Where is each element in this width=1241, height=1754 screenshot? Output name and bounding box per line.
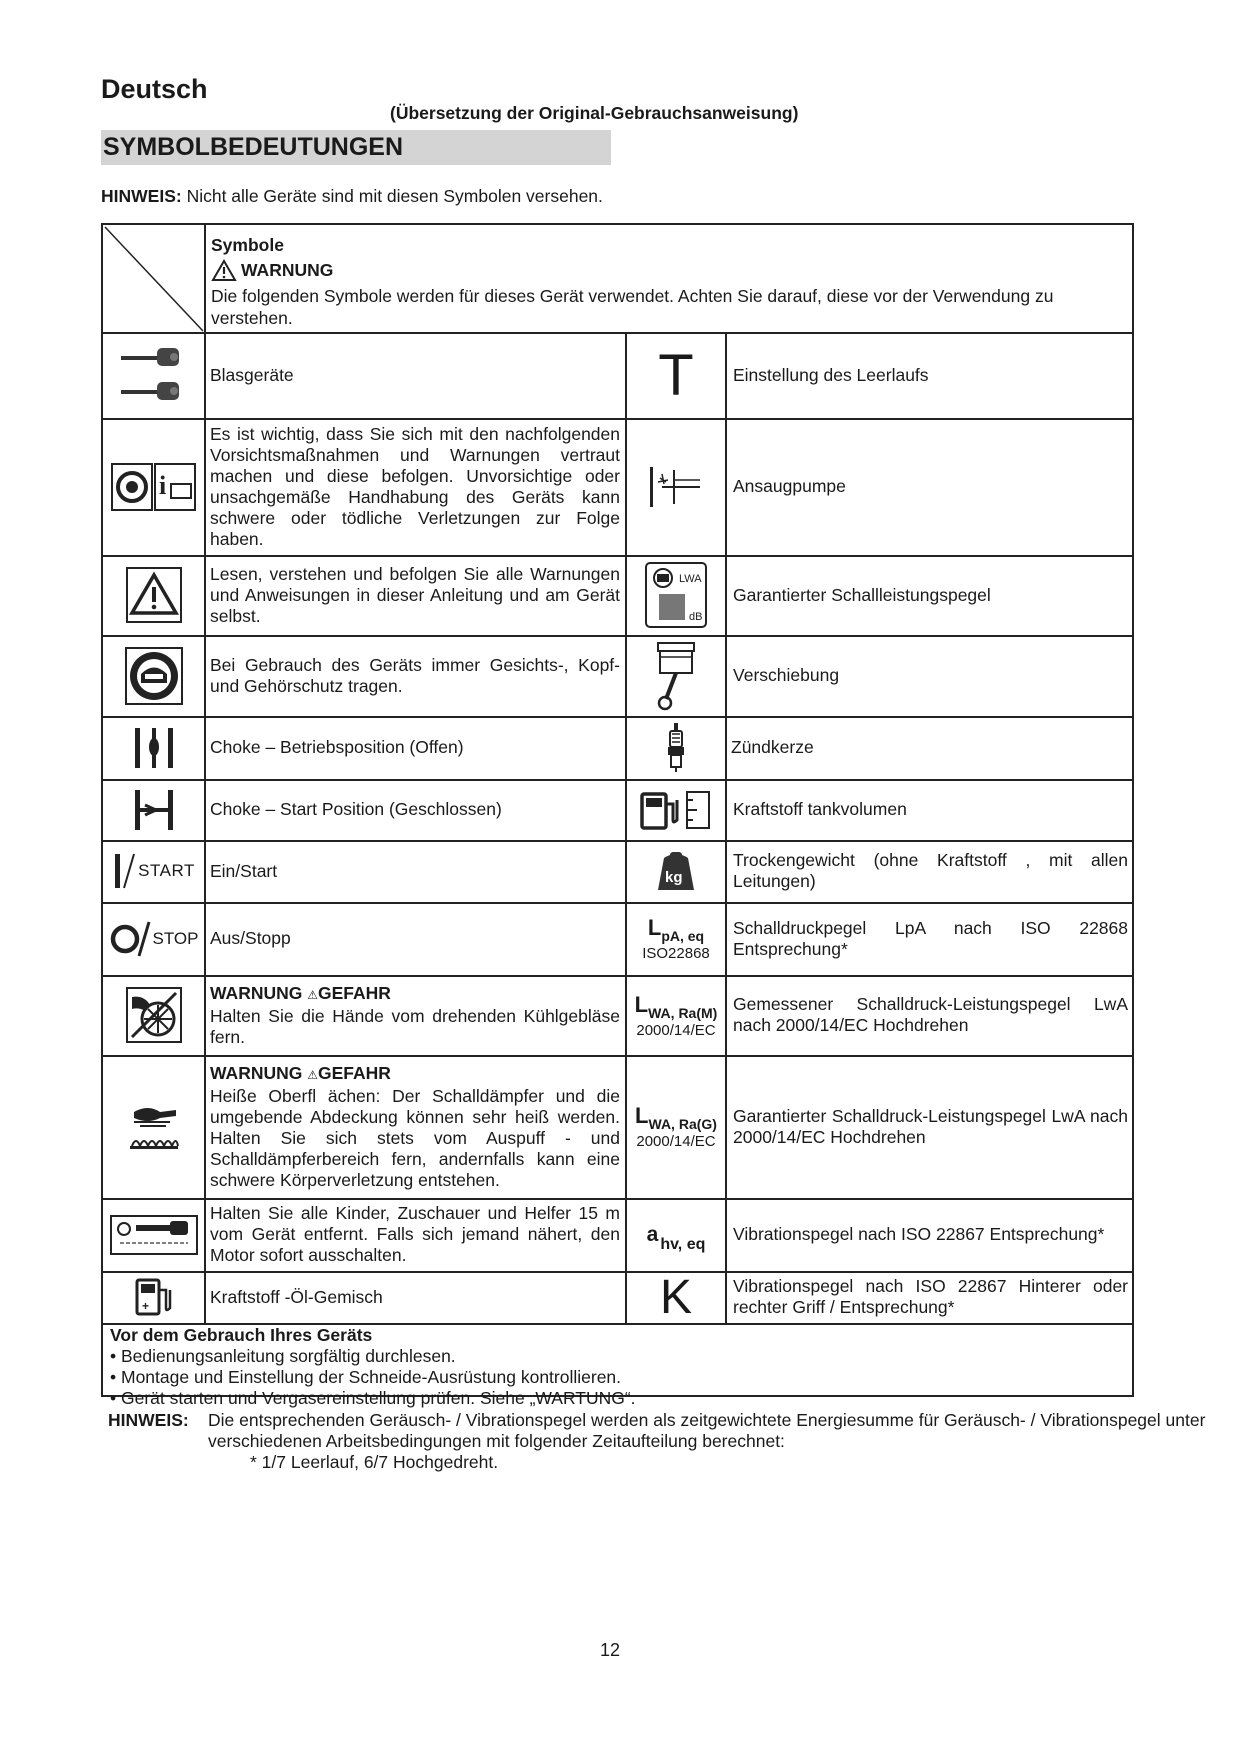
lwa-m-symbol: LWA, Ra(M) 2000/14/EC bbox=[634, 991, 718, 1039]
row-distance-text: Halten Sie alle Kinder, Zuschauer und Helfer 15 m vom Gerät entfernt. Falls sich jemand nähert, den Motor sofort ausschalten. bbox=[210, 1203, 620, 1265]
row-fuel-mix-text: Kraftstoff -Öl-Gemisch bbox=[210, 1286, 383, 1307]
document-subtitle: (Übersetzung der Original-Gebrauchsanweisung) bbox=[390, 103, 799, 123]
row-k-text: Vibrationspegel nach ISO 22867 Hinterer oder rechter Griff / Entsprechung* bbox=[733, 1276, 1128, 1317]
row-warning-text: Lesen, verstehen und befolgen Sie alle Warnungen und Anweisungen in dieser Anleitung und am Gerät selbst. bbox=[210, 563, 620, 626]
table-head-text: Die folgenden Symbole werden für dieses Gerät verwendet. Achten Sie darauf, diese vor der Verwendung zu verstehen. bbox=[211, 286, 1054, 328]
sound-power-unit: dB bbox=[689, 611, 703, 623]
bottom-note-detail: * 1/7 Leerlauf, 6/7 Hochgedreht. bbox=[250, 1452, 499, 1472]
row-primer-text: Ansaugpumpe bbox=[733, 476, 846, 496]
choke-closed-icon bbox=[103, 779, 204, 840]
row-fuel-tank-text: Kraftstoff tankvolumen bbox=[733, 799, 907, 819]
weight-icon bbox=[627, 840, 725, 902]
row-blower-text: Blasgeräte bbox=[210, 364, 294, 385]
vibration-symbol: a hv, eq bbox=[646, 1222, 706, 1253]
footer-title: Vor dem Gebrauch Ihres Geräts bbox=[110, 1325, 373, 1345]
distance-icon bbox=[103, 1198, 204, 1271]
footer-item: • Gerät starten und Vergasereinstellung prüfen. Siehe „WARTUNG“. bbox=[110, 1388, 636, 1408]
choke-open-icon bbox=[103, 716, 204, 779]
row-hot-surface-text: WARNUNG ⚠GEFAHR Heiße Oberfl ächen: Der Schalldämpfer und die umgebende Abdeckung können sehr heiß werden. Halten Sie sich stets vom Auspuff - und Schalldämpferbereich fern, andernfalls kann eine schwere Körperverletzung entstehen. bbox=[210, 1062, 620, 1190]
footer-item: • Bedienungsanleitung sorgfältig durchlesen. bbox=[110, 1346, 456, 1366]
table-footer bbox=[110, 1325, 636, 1409]
language-heading: Deutsch bbox=[101, 74, 208, 104]
row-spark-plug-text: Zündkerze bbox=[731, 737, 814, 757]
start-icon bbox=[103, 840, 204, 902]
hot-surface-desc: Heiße Oberfl ächen: Der Schalldämpfer und die umgebende Abdeckung können sehr heiß werden. Halten Sie sich stets vom Auspuff - und Schalldämpferbereich fern, andernfalls kann eine schwere Körperverletzung entstehen. bbox=[210, 1085, 620, 1190]
sound-power-icon bbox=[627, 555, 725, 635]
start-icon-label: START bbox=[138, 861, 195, 880]
row-lpa-text: Schalldruckpegel LpA nach ISO 22868 Entsprechung* bbox=[733, 917, 1128, 959]
table-head-warning bbox=[211, 259, 333, 282]
danger-label: GEFAHR bbox=[318, 1062, 391, 1083]
lpa-symbol: LpA, eq ISO22868 bbox=[642, 915, 710, 962]
stop-icon bbox=[103, 902, 204, 975]
bottom-note-label: HINWEIS: bbox=[108, 1410, 189, 1430]
row-lwa-g-text: Garantierter Schalldruck-Leistungspegel LwA nach 2000/14/EC Hochdrehen bbox=[733, 1105, 1128, 1147]
displacement-icon bbox=[627, 635, 725, 716]
warning-triangle-icon bbox=[103, 555, 204, 635]
hot-surface-icon bbox=[103, 1055, 204, 1198]
svg-text:i: i bbox=[158, 470, 166, 500]
spark-plug-icon bbox=[627, 716, 725, 779]
fuel-tank-icon bbox=[627, 779, 725, 840]
row-choke-closed-text: Choke – Start Position (Geschlossen) bbox=[210, 799, 502, 819]
row-protection-text: Bei Gebrauch des Geräts immer Gesichts-, Kopf- und Gehörschutz tragen. bbox=[210, 654, 620, 696]
k-symbol: K bbox=[659, 1270, 692, 1324]
row-sound-power-text: Garantierter Schallleistungspegel bbox=[733, 584, 991, 605]
manual-icon bbox=[103, 418, 204, 555]
row-choke-open-text: Choke – Betriebsposition (Offen) bbox=[210, 737, 464, 757]
note bbox=[101, 186, 603, 207]
row-lwa-m-text: Gemessener Schalldruck-Leistungspegel LwA nach 2000/14/EC Hochdrehen bbox=[733, 994, 1128, 1035]
warning-label: WARNUNG bbox=[241, 260, 334, 280]
stop-icon-label: STOP bbox=[152, 928, 199, 948]
section-title: SYMBOLBEDEUTUNGEN bbox=[101, 130, 611, 165]
warn-label: WARNUNG bbox=[210, 1062, 303, 1083]
page-number: 12 bbox=[600, 1640, 621, 1660]
hand-fan-icon bbox=[103, 975, 204, 1055]
table-head-title: Symbole bbox=[211, 235, 284, 255]
primer-pump-icon bbox=[627, 418, 725, 555]
row-displacement-text: Verschiebung bbox=[733, 665, 840, 685]
header-diagonal bbox=[103, 225, 204, 332]
row-start-text: Ein/Start bbox=[210, 860, 278, 881]
symbol-table bbox=[101, 223, 1134, 1408]
protection-icon bbox=[103, 635, 204, 716]
sound-power-symbol: LWA bbox=[679, 573, 702, 585]
row-hand-fan-text: WARNUNG ⚠GEFAHR Halten Sie die Hände vom drehenden Kühlgebläse fern. bbox=[210, 982, 620, 1047]
danger-label: GEFAHR bbox=[318, 982, 391, 1003]
row-stop-text: Aus/Stopp bbox=[210, 928, 291, 948]
note-text: Nicht alle Geräte sind mit diesen Symbolen versehen. bbox=[186, 186, 603, 206]
fuel-mix-icon bbox=[103, 1271, 204, 1323]
row-vibration-text: Vibrationspegel nach ISO 22867 Entsprechung* bbox=[733, 1224, 1105, 1244]
lwa-g-symbol: LWA, Ra(G) 2000/14/EC bbox=[635, 1103, 717, 1150]
row-idle-text: Einstellung des Leerlaufs bbox=[733, 364, 929, 385]
hand-fan-desc: Halten Sie die Hände vom drehenden Kühlgebläse fern. bbox=[210, 1005, 620, 1047]
svg-text:+: + bbox=[141, 1299, 149, 1313]
warning-triangle-icon bbox=[211, 259, 237, 282]
row-manual-text: Es ist wichtig, dass Sie sich mit den nachfolgenden Vorsichtsmaßnahmen und Warnungen vertraut machen und diese befolgen. Unvorsichtige oder unsachgemäße Handhabung des Geräts kann schwere oder tödliche Verletzungen zur Folge haben. bbox=[210, 423, 620, 549]
warn-label: WARNUNG bbox=[210, 982, 303, 1003]
bottom-note-text: Die entsprechenden Geräusch- / Vibrationspegel werden als zeitgewichtete Energiesumme für Geräusch- / Vibrationspegel unter verschiedenen Arbeitsbedingungen mit folgender Zeitaufteilung berechnet: bbox=[208, 1410, 1206, 1451]
row-weight-text: Trockengewicht (ohne Kraftstoff , mit allen Leitungen) bbox=[733, 850, 1128, 891]
blower-icon bbox=[103, 332, 204, 418]
note-label: HINWEIS: bbox=[101, 186, 182, 206]
footer-item: • Montage und Einstellung der Schneide-Ausrüstung kontrollieren. bbox=[110, 1367, 622, 1387]
idle-t-icon: T bbox=[658, 342, 694, 408]
weight-symbol: kg bbox=[665, 869, 683, 886]
